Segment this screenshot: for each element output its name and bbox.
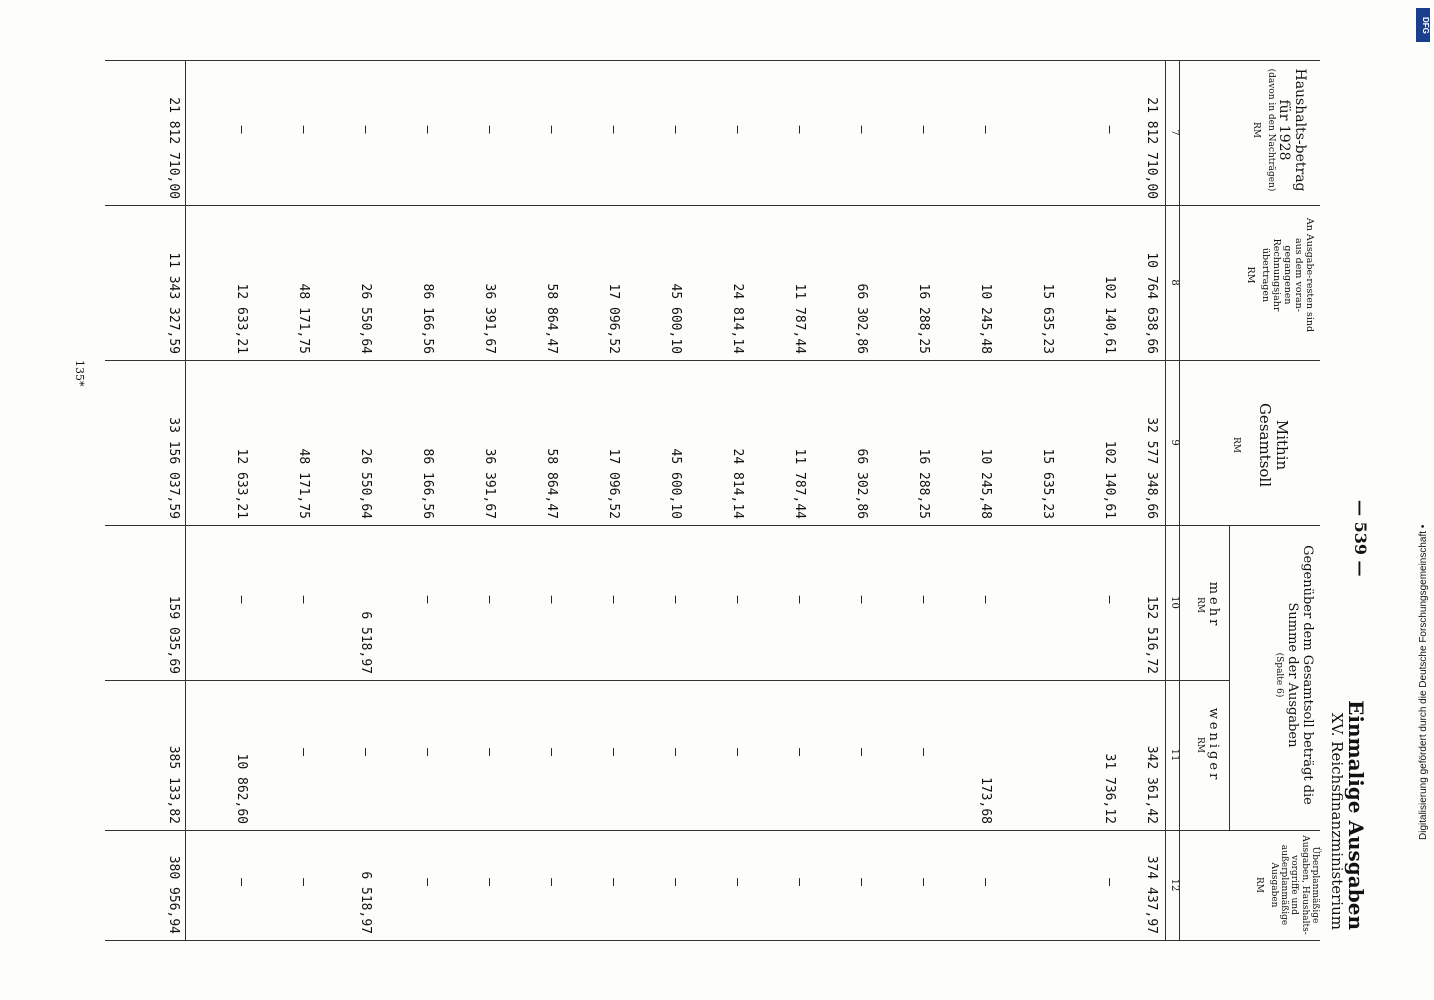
side-notice-text: Digitalisierung gefördert durch die Deutsche Forschungsgemeinschaft • [1418, 524, 1429, 840]
cell-c9: 10 245,48 [978, 448, 993, 519]
cell-c10: 159 035,69 [166, 595, 181, 674]
cell-c12: 374 437,97 [1144, 855, 1159, 934]
header-group-title: Gegenüber dem Gesamtsoll beträgt die Summe der Ausgaben [1285, 545, 1315, 805]
cell-c7: — [606, 125, 621, 134]
cell-c11: — [730, 748, 745, 756]
unit-col8: RM [1245, 266, 1257, 284]
page-title: Einmalige Ausgaben [1344, 700, 1368, 930]
cell-c8: 26 550,64 [358, 283, 373, 354]
cell-c7: — [544, 125, 559, 134]
cell-c8: 10 245,48 [978, 283, 993, 354]
cell-c12: — [978, 878, 993, 886]
column-number: 8 [1169, 279, 1180, 286]
cell-c12: — [234, 878, 249, 886]
cell-c12: — [296, 878, 311, 886]
header-col11-title: weniger [1206, 707, 1221, 783]
column-number: 11 [1169, 748, 1180, 762]
cell-c8: 16 288,25 [916, 283, 931, 354]
cell-c10: — [606, 595, 621, 604]
cell-c7: — [1102, 125, 1117, 134]
cell-c8: 12 633,21 [234, 283, 249, 354]
cell-c8: 24 814,14 [730, 283, 745, 354]
header-col12-title: Überplanmäßige Ausgaben, Haushalts-vorgriffe und außerplanmäßige Ausgaben [1268, 835, 1320, 935]
cell-c11: 10 862,60 [234, 753, 249, 824]
cell-c12: — [730, 878, 745, 886]
page-subtitle: XV. Reichsfinanzministerium [1328, 712, 1346, 930]
cell-c12: — [854, 878, 869, 886]
unit-col12: RM [1254, 877, 1265, 893]
footer-mark: 135* [73, 360, 86, 387]
cell-c11: 385 133,82 [166, 745, 181, 824]
cell-c10: — [420, 595, 435, 604]
cell-c8: 48 171,75 [296, 283, 311, 354]
cell-c10: 6 518,97 [358, 611, 373, 674]
cell-c11: — [668, 748, 683, 756]
cell-c12: — [482, 878, 497, 886]
cell-c11: 31 736,12 [1102, 753, 1117, 824]
cell-c10: — [978, 595, 993, 604]
cell-c12: 380 956,94 [166, 855, 181, 934]
cell-c8: 66 302,86 [854, 283, 869, 354]
cell-c12: — [420, 878, 435, 886]
unit-col7: RM [1251, 122, 1262, 138]
column-divider [105, 830, 1320, 831]
header-col10 [1195, 540, 1220, 670]
header-col12 [1254, 830, 1320, 940]
cell-c7: — [730, 125, 745, 134]
cell-c11: — [544, 748, 559, 756]
header-col9-title: Mithin Gesamtsoll [1255, 402, 1291, 488]
cell-c7: 21 812 710,00 [1144, 97, 1159, 199]
cell-c11: — [482, 748, 497, 756]
cell-c8: 15 635,23 [1040, 283, 1055, 354]
cell-c9: 17 096,52 [606, 448, 621, 519]
cell-c9: 86 166,56 [420, 448, 435, 519]
cell-c7: — [854, 125, 869, 134]
cell-c7: — [482, 125, 497, 134]
cell-c7: — [916, 125, 931, 134]
cell-c9: 24 814,14 [730, 448, 745, 519]
cell-c10: — [296, 595, 311, 604]
column-number: 12 [1169, 878, 1180, 892]
cell-c12: — [544, 878, 559, 886]
cell-c8: 86 166,56 [420, 283, 435, 354]
header-col8 [1244, 210, 1314, 340]
cell-c8: 17 096,52 [606, 283, 621, 354]
header-divider [1179, 60, 1180, 940]
header-group-sub: (Spalte 6) [1274, 652, 1285, 698]
header-col9 [1231, 380, 1290, 510]
column-number: 9 [1169, 439, 1180, 446]
column-divider [105, 525, 1320, 526]
cell-c7: — [420, 125, 435, 134]
cell-c9: 32 577 348,66 [1144, 417, 1159, 519]
cell-c9: 26 550,64 [358, 448, 373, 519]
cell-c11: 342 361,42 [1144, 745, 1159, 824]
cell-c7: — [792, 125, 807, 134]
cell-c8: 10 764 638,66 [1144, 252, 1159, 354]
cell-c10: — [1102, 595, 1117, 604]
cell-c8: 11 787,44 [792, 283, 807, 354]
cell-c11: — [296, 748, 311, 756]
unit-col10: RM [1195, 597, 1206, 613]
cell-c10: — [730, 595, 745, 604]
cell-c8: 36 391,67 [482, 283, 497, 354]
cell-c8: 102 140,61 [1102, 275, 1117, 354]
cell-c9: 48 171,75 [296, 448, 311, 519]
cell-c10: — [482, 595, 497, 604]
cell-c10: — [916, 595, 931, 604]
cell-c7: — [358, 125, 373, 134]
cell-c10: — [544, 595, 559, 604]
header-col7 [1251, 60, 1308, 200]
column-number: 7 [1169, 129, 1180, 136]
cell-c9: 15 635,23 [1040, 448, 1055, 519]
cell-c7: — [296, 125, 311, 134]
cell-c10: — [668, 595, 683, 604]
column-divider [105, 360, 1320, 361]
dfg-logo: DFG [1416, 8, 1430, 42]
cell-c11: 173,68 [978, 777, 993, 824]
cell-c11: — [854, 748, 869, 756]
cell-c9: 36 391,67 [482, 448, 497, 519]
cell-c12: 6 518,97 [358, 871, 373, 934]
cell-c10: 152 516,72 [1144, 595, 1159, 674]
cell-c12: — [792, 878, 807, 886]
column-divider [105, 60, 1320, 61]
header-col7-sub: (davon in den Nachträgen) [1265, 68, 1276, 192]
cell-c12: — [668, 878, 683, 886]
column-divider [105, 205, 1320, 206]
header-col10-title: mehr [1206, 581, 1221, 629]
cell-c10: — [854, 595, 869, 604]
totals-divider [185, 60, 186, 940]
column-number: 10 [1169, 596, 1180, 609]
cell-c9: 12 633,21 [234, 448, 249, 519]
cell-c11: — [916, 748, 931, 756]
cell-c12: — [606, 878, 621, 886]
side-notice [1418, 80, 1432, 840]
cell-c11: — [358, 748, 373, 756]
cell-c12: — [1102, 878, 1117, 886]
header-col10-11 [1274, 530, 1314, 820]
header-col11 [1195, 680, 1220, 810]
cell-c7: — [668, 125, 683, 134]
header-col7-title: Haushalts-betrag für 1928 [1275, 68, 1308, 192]
cell-c10: — [792, 595, 807, 604]
cell-c9: 58 864,47 [544, 448, 559, 519]
cell-c7: — [978, 125, 993, 134]
cell-c8: 11 343 327,59 [166, 252, 181, 354]
cell-c11: — [420, 748, 435, 756]
header-divider [1165, 60, 1166, 940]
cell-c7: 21 812 710,00 [166, 97, 181, 199]
page-number: — 539 — [1351, 500, 1370, 577]
cell-c11: — [606, 748, 621, 756]
cell-c9: 45 600,10 [668, 448, 683, 519]
cell-c9: 16 288,25 [916, 448, 931, 519]
cell-c9: 66 302,86 [854, 448, 869, 519]
cell-c10: — [234, 595, 249, 604]
column-divider [105, 940, 1320, 941]
cell-c9: 11 787,44 [792, 448, 807, 519]
expense-table [105, 60, 1320, 940]
cell-c8: 45 600,10 [668, 283, 683, 354]
subheader-divider [1229, 525, 1230, 830]
rotated-table-page [40, 60, 1370, 940]
cell-c8: 58 864,47 [544, 283, 559, 354]
cell-c9: 102 140,61 [1102, 440, 1117, 519]
cell-c7: — [234, 125, 249, 134]
unit-col9: RM [1231, 437, 1242, 453]
cell-c11: — [792, 748, 807, 756]
header-col8-title: An Ausgabe-resten sind aus dem voran-gegangenen Rechnungsjahr übertragen [1260, 217, 1315, 333]
cell-c12: — [916, 878, 931, 886]
unit-col11: RM [1195, 737, 1206, 753]
cell-c9: 33 156 037,59 [166, 417, 181, 519]
